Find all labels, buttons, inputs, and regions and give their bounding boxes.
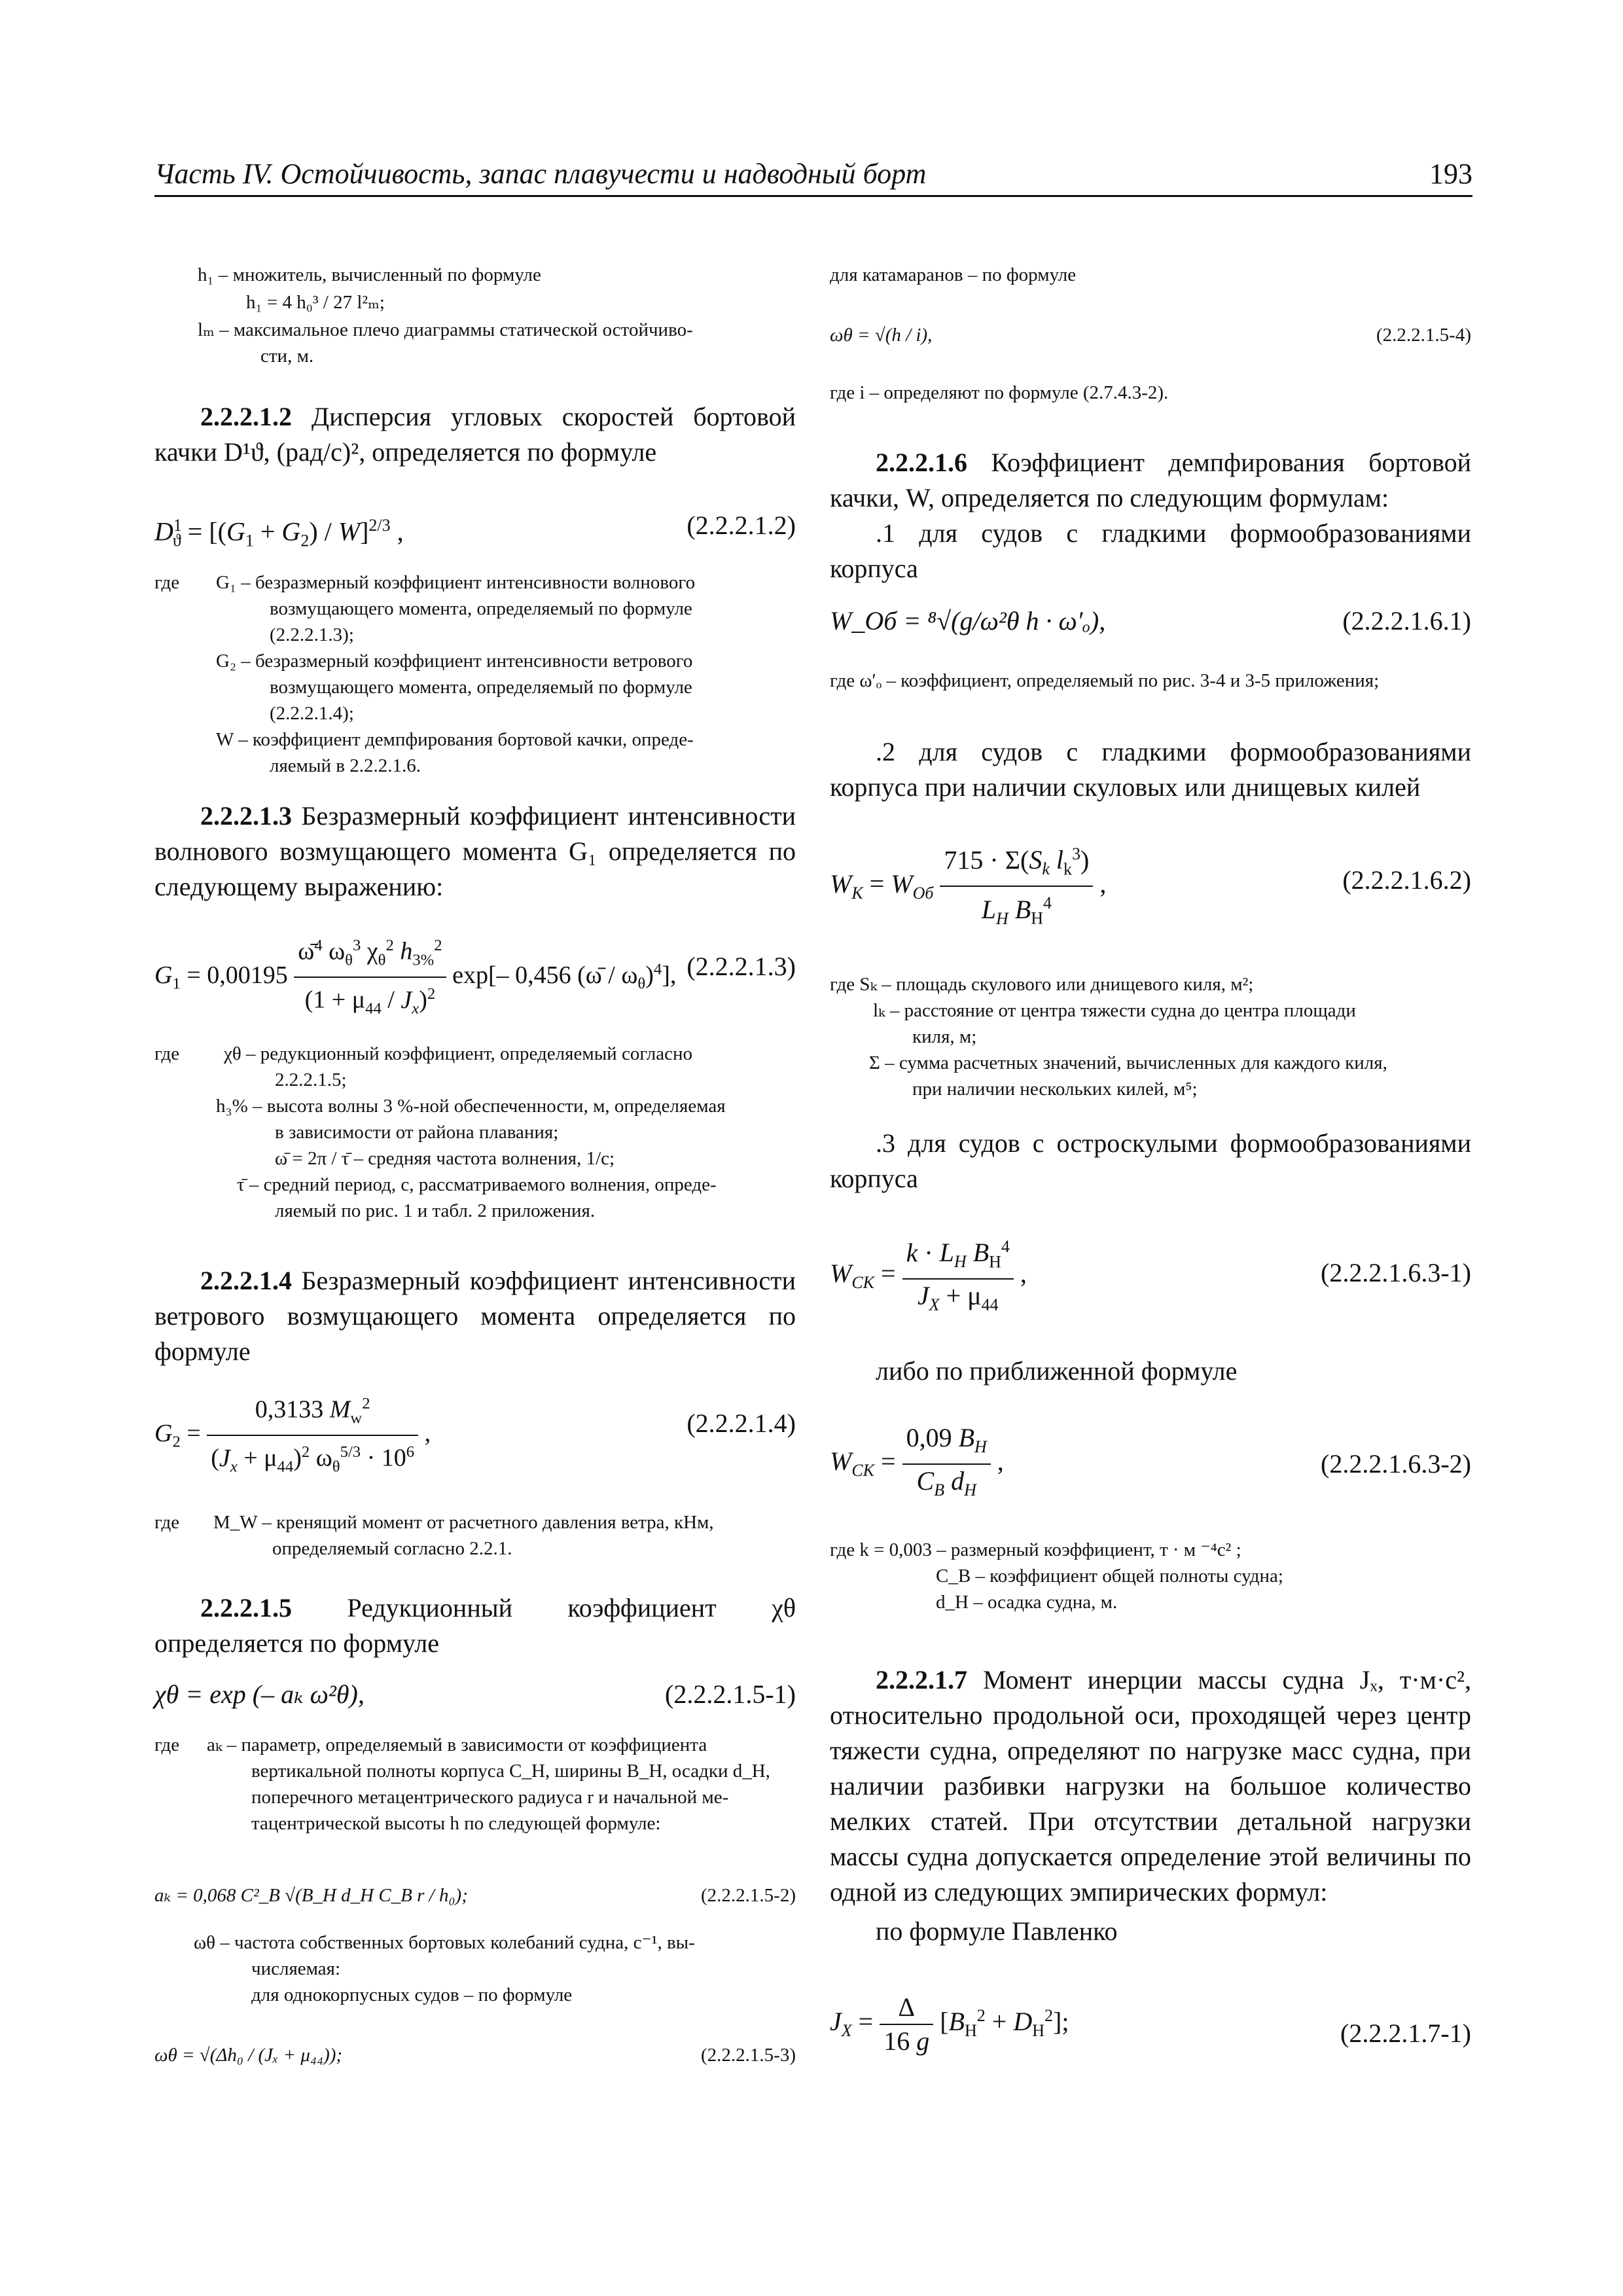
def-G2: G₂ – безразмерный коэффициент интенсивности ветрового: [216, 651, 693, 672]
def-omega-theta: ωθ – частота собственных бортовых колебаний судна, с⁻¹, вы-: [194, 1932, 695, 1953]
section-number: 2.2.2.1.2: [200, 402, 292, 431]
formula-2-2-2-1-5-3: [154, 2042, 796, 2081]
where-block-5-1: [154, 1732, 796, 1843]
def-omega-bar: ω̄ = 2π / τ̄ – средняя частота волнения, 1/с;: [275, 1148, 615, 1169]
def-sigma-cont: при наличии нескольких килей, м⁵;: [912, 1079, 1198, 1100]
def-sigma: Σ – сумма расчетных значений, вычисленных для каждого киля,: [869, 1052, 1387, 1073]
def-G1: G₁ – безразмерный коэффициент интенсивности волнового: [216, 572, 696, 593]
section-2-2-2-1-7: [830, 1662, 1471, 1910]
formula-number: (2.2.2.1.4): [687, 1408, 796, 1438]
formula-expression: W_Об = ⁸√(g/ω²θ h · ω′ₒ),: [830, 606, 1106, 636]
formula-2-2-2-1-5-2: [154, 1882, 796, 1922]
def-chi: χθ – редукционный коэффициент, определяемый согласно: [224, 1043, 692, 1064]
formula-expression: $G_2$ = $\frac{0,3133 M_w^2}{(J_x + \mu_{44})^2 \omega_\theta^{5/3} \cdot 10^6}$ ,: [154, 1388, 431, 1484]
page-number: 193: [1429, 158, 1472, 190]
def-W: W – коэффициент демпфирования бортовой качки, опреде-: [216, 729, 694, 750]
formula-2-2-2-1-4: [154, 1388, 796, 1476]
section-number: 2.2.2.1.7: [876, 1665, 967, 1695]
def-G2-cont: возмущающего момента, определяемый по формуле: [270, 677, 692, 698]
header-title: Часть IV. Остойчивость, запас плавучести и надводный борт: [154, 158, 927, 190]
where-block-3: [154, 1041, 796, 1230]
formula-number: (2.2.2.1.2): [687, 511, 796, 540]
def-tau-cont: ляемый по рис. 1 и табл. 2 приложения.: [275, 1200, 596, 1221]
formula-expression: $W_{CK}$ = $\frac{0,09 B_H}{C_B d_H}$ ,: [830, 1423, 1004, 1499]
formula-number: (2.2.2.1.3): [687, 952, 796, 981]
def-tau: τ̄ – средний период, с, рассматриваемого волнения, опреде-: [237, 1174, 717, 1195]
def-lk: lₖ – расстояние от центра тяжести судна до центра площади: [873, 1000, 1356, 1021]
formula-number: (2.2.2.1.7-1): [1340, 2018, 1471, 2048]
formula-number: (2.2.2.1.5-4): [1376, 325, 1471, 346]
formula-2-2-2-1-2: [154, 499, 796, 558]
item-3-hard-chine: .3 для судов с остроскулыми формообразованиями корпуса: [830, 1128, 1471, 1193]
formula-2-2-2-1-6-3-1: [830, 1230, 1471, 1322]
formula-expression: ωθ = √(h / i),: [830, 325, 933, 346]
formula-2-2-2-1-6-1: [830, 605, 1471, 644]
def-omega-o: где ω′ₒ – коэффициент, определяемый по рис. 3-4 и 3-5 приложения;: [830, 670, 1380, 691]
h1-formula: h₁ = 4 h₀³ / 27 l²ₘ;: [246, 292, 385, 313]
formula-expression: $W_K = W_{Об}$ $\frac{715 \cdot \Sigma(S_k l_k^3)}{L_H B_H^4}$ ,: [830, 838, 1106, 935]
h1-definition: h₁ – множитель, вычисленный по формуле: [198, 264, 541, 285]
section-2-2-2-1-2: [154, 399, 796, 470]
def-G2-ref: (2.2.2.1.4);: [270, 703, 354, 724]
where-block-6-2: [830, 971, 1471, 1109]
formula-2-2-2-1-6-3-2: [830, 1422, 1471, 1513]
formula-number: (2.2.2.1.6.3-1): [1321, 1258, 1471, 1287]
section-number: 2.2.2.1.6: [876, 448, 967, 477]
def-Sk: где Sₖ – площадь скулового или днищевого киля, м²;: [830, 974, 1254, 995]
def-dH: d_H – осадка судна, м.: [936, 1592, 1118, 1613]
section-2-2-2-1-3: [154, 798, 796, 905]
def-lk-cont: киля, м;: [912, 1026, 977, 1047]
section-number: 2.2.2.1.5: [200, 1593, 292, 1623]
pavlenko-note: по формуле Павленко: [876, 1916, 1118, 1946]
def-ak-3: поперечного метацентрического радиуса r и начальной ме-: [251, 1787, 729, 1808]
where-block-6-3: [830, 1537, 1471, 1622]
where-label: где: [154, 1734, 180, 1755]
def-ak-4: тацентрической высоты h по следующей формуле:: [251, 1813, 661, 1834]
item-2-keels: .2 для судов с гладкими формообразованиями корпуса при наличии скуловых или днищевых килей: [830, 737, 1471, 802]
lm-definition: lₘ – максимальное плечо диаграммы статической остойчиво-: [198, 319, 693, 340]
where-block-2: [154, 569, 796, 785]
def-h3-cont: в зависимости от района плавания;: [275, 1122, 559, 1143]
where-label: где: [154, 1043, 180, 1064]
def-chi-ref: 2.2.2.1.5;: [275, 1069, 347, 1090]
def-W-cont: ляемый в 2.2.2.1.6.: [270, 755, 421, 776]
formula-2-2-2-1-7-1: [830, 1991, 1471, 2083]
formula-expression: $G_1 = 0,00195$ $\frac{\omegā^4 \omega_\theta^3 \chi_\theta^2 h_{3\%}^2}{(1 + \mu_{44} / J_x)^2}$ exp[– 0,456 (ω̄ / $\omega_\theta)^4$],: [154, 929, 676, 1026]
section-2-2-2-1-5: [154, 1590, 796, 1661]
section-text: Редукционный коэффициент χθ определяется по формуле: [154, 1593, 796, 1658]
def-omega-theta-2: числяемая:: [251, 1958, 341, 1979]
formula-number: (2.2.2.1.6.2): [1342, 865, 1471, 895]
section-text: Безразмерный коэффициент интенсивности ветрового возмущающего момента определяется по формуле: [154, 1266, 796, 1366]
formula-expression: $W_{CK}$ = $\frac{k \cdot L_H B_H^4}{J_X + \mu_{44}}$ ,: [830, 1230, 1027, 1321]
running-header: [154, 156, 1472, 197]
section-text: Момент инерции массы судна Jₓ, т·м·с², относительно продольной оси, проходящей через центр тяжести судна, определяют по нагрузке масс судна, при наличии разбивки нагрузки на большое количество мелких статей. При отсутствии детальной нагрузки массы судна допускается определение этой величины по одной из следующих эмпирических формул:: [830, 1665, 1471, 1907]
section-text: Коэффициент демпфирования бортовой качки, W, определяется по следующим формулам:: [830, 448, 1471, 512]
formula-expression: $J_X$ = $\frac{\Delta}{16 g}$ $[B_H^2 + D_H^2]$;: [830, 1992, 1069, 2056]
section-2-2-2-1-4: [154, 1263, 796, 1369]
where-block-4: [154, 1509, 796, 1568]
formula-number: (2.2.2.1.5-3): [701, 2045, 796, 2066]
def-i: где i – определяют по формуле (2.7.4.3-2).: [830, 382, 1169, 403]
item-1-smooth: .1 для судов с гладкими формообразованиями корпуса: [830, 518, 1471, 583]
formula-2-2-2-1-5-1: [154, 1678, 796, 1717]
formula-number: (2.2.2.1.6.1): [1342, 606, 1471, 636]
def-k: где k = 0,003 – размерный коэффициент, т · м ⁻⁴с² ;: [830, 1539, 1241, 1560]
def-Mw-cont: определяемый согласно 2.2.1.: [272, 1538, 512, 1559]
def-Mw: M_W – кренящий момент от расчетного давления ветра, кНм,: [213, 1512, 714, 1533]
def-ak-2: вертикальной полноты корпуса C_H, ширины B_H, осадки d_H,: [251, 1761, 770, 1782]
def-h3: h₃% – высота волны 3 %-ной обеспеченности, м, определяемая: [216, 1096, 726, 1117]
formula-expression: aₖ = 0,068 C²_B √(B_H d_H C_B r / h₀);: [154, 1885, 468, 1906]
formula-2-2-2-1-5-4: [830, 322, 1471, 361]
section-text: Безразмерный коэффициент интенсивности волнового возмущающего момента G₁ определяется по следующему выражению:: [154, 801, 796, 901]
def-CB: C_B – коэффициент общей полноты судна;: [936, 1566, 1283, 1587]
formula-number: (2.2.2.1.5-2): [701, 1885, 796, 1906]
def-omega-theta-3: для однокорпусных судов – по формуле: [251, 1984, 573, 2005]
section-2-2-2-1-6: [830, 445, 1471, 516]
lm-definition-cont: сти, м.: [260, 346, 314, 367]
def-ak: aₖ – параметр, определяемый в зависимости от коэффициента: [207, 1734, 707, 1755]
formula-2-2-2-1-6-2: [830, 838, 1471, 929]
where-label: где: [154, 1512, 180, 1533]
where-block-5-2: [154, 1929, 796, 2015]
section-number: 2.2.2.1.4: [200, 1266, 292, 1295]
formula-number: (2.2.2.1.6.3-2): [1321, 1449, 1471, 1479]
formula-expression: $D^1_ϑ = [(G_1 + G_2) / W]^{2/3}$ ,: [154, 516, 404, 550]
approx-note: либо по приближенной формуле: [876, 1356, 1238, 1386]
formula-expression: χθ = exp (– aₖ ω²θ),: [154, 1679, 365, 1709]
section-number: 2.2.2.1.3: [200, 801, 292, 831]
formula-2-2-2-1-3: [154, 923, 796, 1018]
formula-expression: ωθ = √(Δh₀ / (Jₓ + μ₄₄));: [154, 2045, 343, 2066]
where-label: где: [154, 572, 180, 593]
section-text: Дисперсия угловых скоростей бортовой качки D¹ϑ, (рад/с)², определяется по формуле: [154, 402, 796, 467]
catamaran-note: для катамаранов – по формуле: [830, 264, 1077, 285]
def-G1-ref: (2.2.2.1.3);: [270, 624, 354, 645]
def-G1-cont: возмущающего момента, определяемый по формуле: [270, 598, 692, 619]
formula-number: (2.2.2.1.5-1): [665, 1679, 796, 1709]
